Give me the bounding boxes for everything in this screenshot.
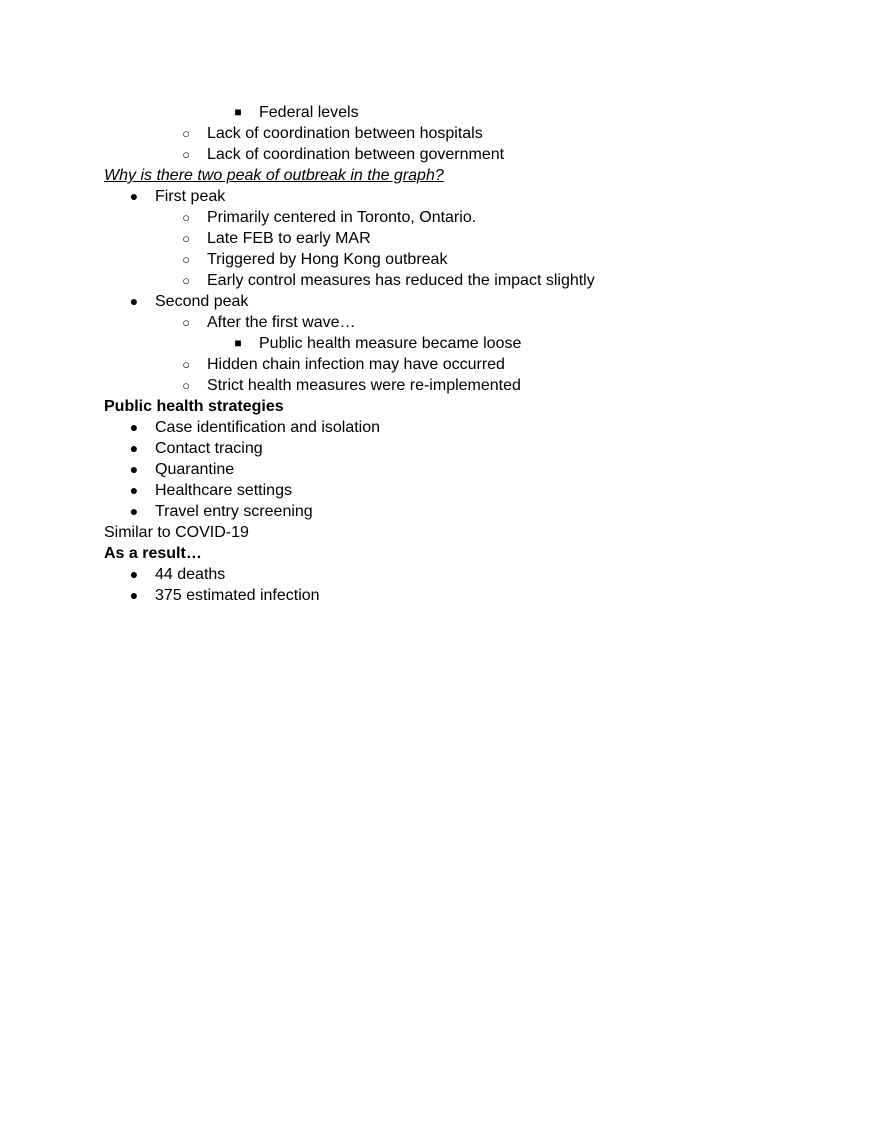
- disc-bullet-icon: ●: [129, 566, 139, 582]
- paragraph-text: Similar to COVID-19: [104, 524, 249, 541]
- list-item-text: Strict health measures were re-implemented: [207, 377, 521, 394]
- list-item-text: Quarantine: [155, 461, 235, 478]
- list-item-text: Lack of coordination between government: [207, 146, 505, 163]
- list-item-text: 375 estimated infection: [155, 587, 320, 604]
- section-heading-text: As a result…: [104, 545, 202, 562]
- square-bullet-icon: ■: [234, 336, 242, 350]
- disc-bullet-icon: ●: [129, 440, 139, 456]
- list-item-text: Federal levels: [259, 104, 359, 121]
- list-item-text: 44 deaths: [155, 566, 226, 583]
- circle-bullet-icon: ○: [182, 231, 190, 246]
- list-item-text: Second peak: [155, 293, 249, 310]
- section-heading-text: Public health strategies: [104, 398, 284, 415]
- list-item-text: Triggered by Hong Kong outbreak: [207, 251, 448, 268]
- disc-bullet-icon: ●: [129, 587, 139, 603]
- circle-bullet-icon: ○: [182, 147, 190, 162]
- circle-bullet-icon: ○: [182, 273, 190, 288]
- disc-bullet-icon: ●: [129, 461, 139, 477]
- list-item-text: Contact tracing: [155, 440, 263, 457]
- list-item-text: First peak: [155, 188, 226, 205]
- circle-bullet-icon: ○: [182, 357, 190, 372]
- square-bullet-icon: ■: [234, 105, 242, 119]
- disc-bullet-icon: ●: [129, 503, 139, 519]
- list-item-text: Case identification and isolation: [155, 419, 381, 436]
- list-item-text: Hidden chain infection may have occurred: [207, 356, 505, 373]
- list-item-text: Healthcare settings: [155, 482, 292, 499]
- question-heading-text: Why is there two peak of outbreak in the graph?: [104, 167, 444, 184]
- list-item-text: Late FEB to early MAR: [207, 230, 371, 247]
- disc-bullet-icon: ●: [129, 188, 139, 204]
- list-item-text: Primarily centered in Toronto, Ontario.: [207, 209, 477, 226]
- list-item-text: Early control measures has reduced the impact slightly: [207, 272, 595, 289]
- circle-bullet-icon: ○: [182, 315, 190, 330]
- circle-bullet-icon: ○: [182, 378, 190, 393]
- list-item-text: Lack of coordination between hospitals: [207, 125, 483, 142]
- list-item-text: Travel entry screening: [155, 503, 313, 520]
- disc-bullet-icon: ●: [129, 419, 139, 435]
- circle-bullet-icon: ○: [182, 126, 190, 141]
- circle-bullet-icon: ○: [182, 252, 190, 267]
- circle-bullet-icon: ○: [182, 210, 190, 225]
- disc-bullet-icon: ●: [129, 482, 139, 498]
- disc-bullet-icon: ●: [129, 293, 139, 309]
- list-item-text: After the first wave…: [207, 314, 356, 331]
- list-item-text: Public health measure became loose: [259, 335, 522, 352]
